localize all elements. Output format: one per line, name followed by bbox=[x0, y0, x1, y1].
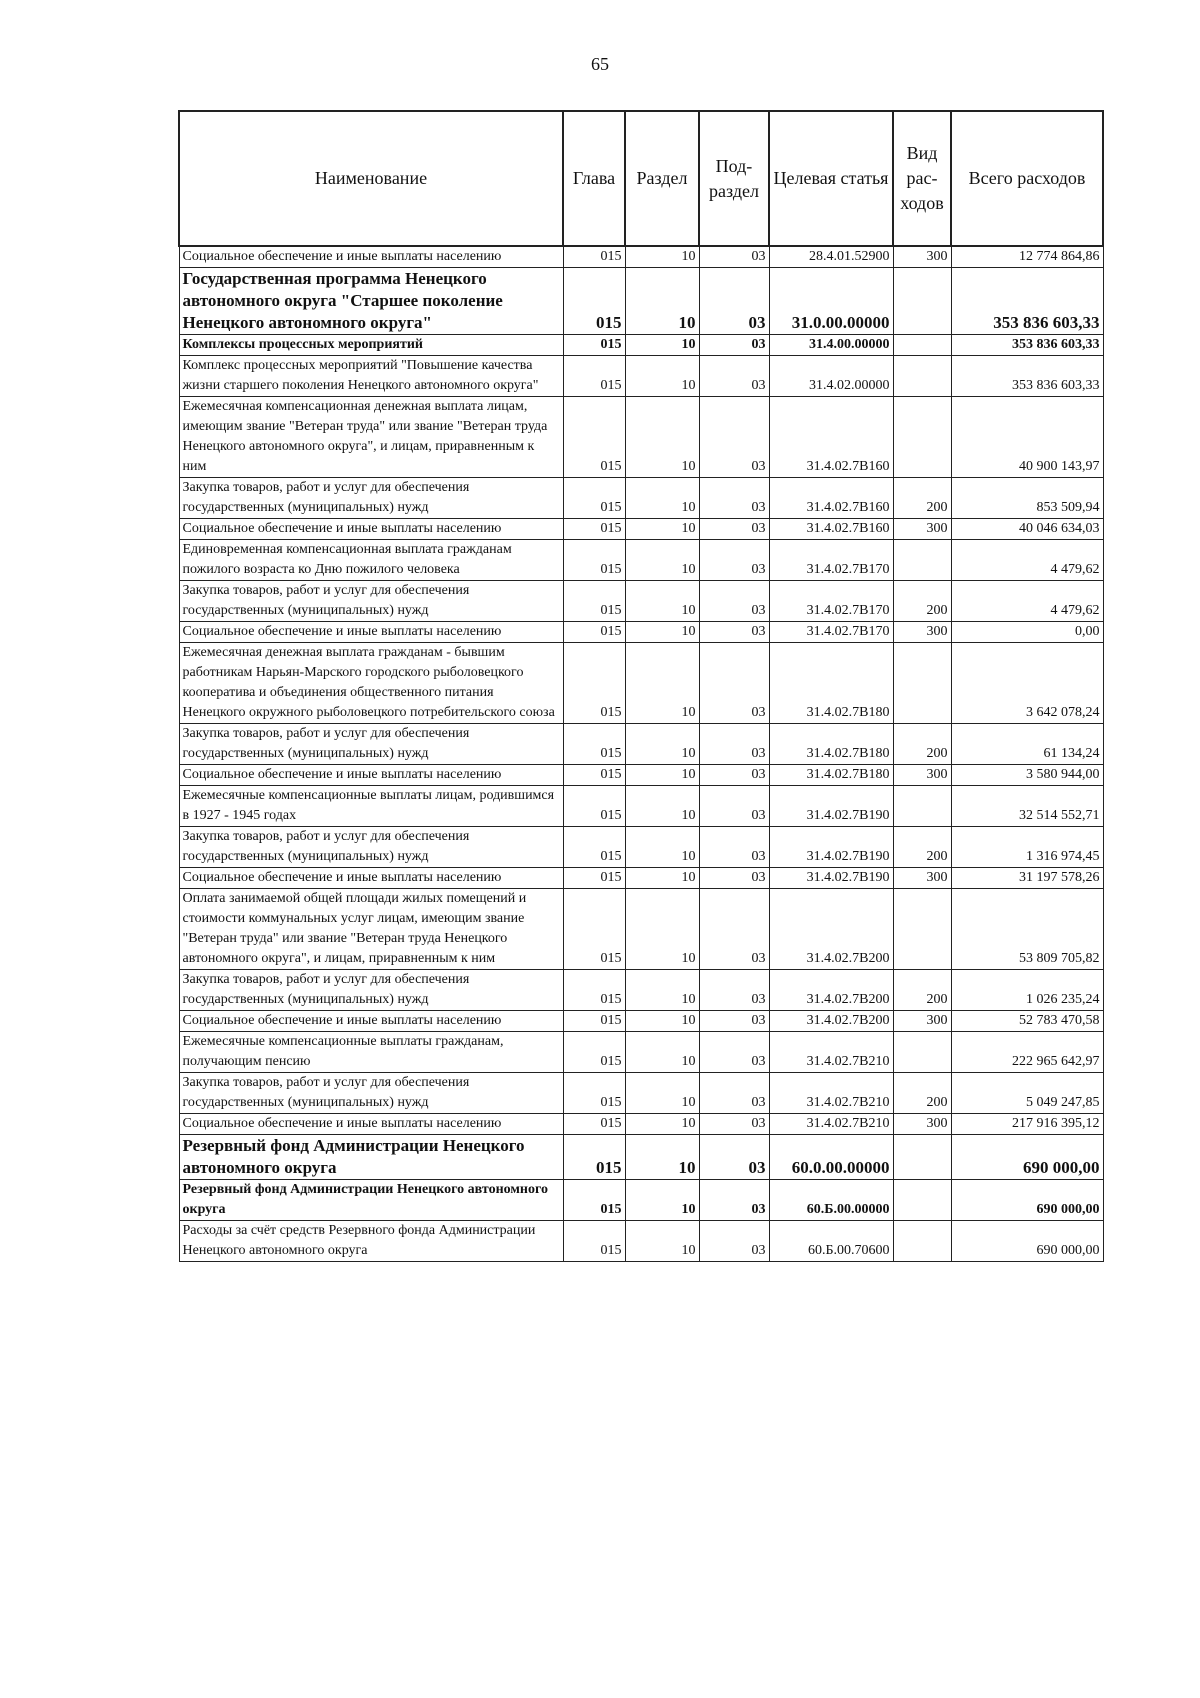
header-vid-rashodov: Вид рас-ходов bbox=[893, 111, 951, 246]
row-celevaya-statya: 31.4.02.7В180 bbox=[769, 765, 893, 786]
table-body bbox=[179, 246, 1103, 1262]
row-vid-rashodov: 200 bbox=[893, 827, 951, 868]
row-total: 12 774 864,86 bbox=[951, 246, 1103, 268]
row-total: 690 000,00 bbox=[951, 1180, 1103, 1221]
row-total: 1 316 974,45 bbox=[951, 827, 1103, 868]
row-celevaya-statya: 31.4.02.7В170 bbox=[769, 622, 893, 643]
row-razdel: 10 bbox=[625, 397, 699, 478]
row-vid-rashodov: 300 bbox=[893, 1011, 951, 1032]
row-vid-rashodov: 200 bbox=[893, 1073, 951, 1114]
row-name: Закупка товаров, работ и услуг для обеспечения государственных (муниципальных) нужд bbox=[179, 970, 563, 1011]
row-name: Социальное обеспечение и иные выплаты населению bbox=[179, 519, 563, 540]
row-razdel: 10 bbox=[625, 478, 699, 519]
row-name: Ежемесячные компенсационные выплаты лицам, родившимся в 1927 - 1945 годах bbox=[179, 786, 563, 827]
row-name: Закупка товаров, работ и услуг для обеспечения государственных (муниципальных) нужд bbox=[179, 827, 563, 868]
row-name: Оплата занимаемой общей площади жилых помещений и стоимости коммунальных услуг лицам, имеющим звание "Ветеран труда" или звание "Ветеран труда Ненецкого автономного округа", и лицам, приравненным к ним bbox=[179, 889, 563, 970]
row-celevaya-statya: 31.4.02.7В160 bbox=[769, 519, 893, 540]
row-podrazdel: 03 bbox=[699, 643, 769, 724]
row-name: Социальное обеспечение и иные выплаты населению bbox=[179, 246, 563, 268]
row-name: Социальное обеспечение и иные выплаты населению bbox=[179, 765, 563, 786]
row-total: 853 509,94 bbox=[951, 478, 1103, 519]
row-total: 222 965 642,97 bbox=[951, 1032, 1103, 1073]
row-podrazdel: 03 bbox=[699, 1114, 769, 1135]
row-vid-rashodov: 300 bbox=[893, 868, 951, 889]
row-name: Комплекс процессных мероприятий "Повышение качества жизни старшего поколения Ненецкого автономного округа" bbox=[179, 356, 563, 397]
table-row bbox=[179, 397, 1103, 478]
row-vid-rashodov bbox=[893, 1221, 951, 1262]
row-name: Резервный фонд Администрации Ненецкого автономного округа bbox=[179, 1135, 563, 1180]
row-celevaya-statya: 31.4.02.7В180 bbox=[769, 724, 893, 765]
row-glava: 015 bbox=[563, 765, 625, 786]
row-glava: 015 bbox=[563, 397, 625, 478]
row-glava: 015 bbox=[563, 827, 625, 868]
row-glava: 015 bbox=[563, 1114, 625, 1135]
row-name: Комплексы процессных мероприятий bbox=[179, 335, 563, 356]
table-row bbox=[179, 643, 1103, 724]
row-glava: 015 bbox=[563, 724, 625, 765]
row-celevaya-statya: 31.4.02.7В160 bbox=[769, 478, 893, 519]
row-vid-rashodov bbox=[893, 889, 951, 970]
row-podrazdel: 03 bbox=[699, 724, 769, 765]
row-total: 1 026 235,24 bbox=[951, 970, 1103, 1011]
row-vid-rashodov: 300 bbox=[893, 1114, 951, 1135]
row-total: 690 000,00 bbox=[951, 1135, 1103, 1180]
row-razdel: 10 bbox=[625, 1011, 699, 1032]
row-celevaya-statya: 31.4.02.7В200 bbox=[769, 889, 893, 970]
row-name: Закупка товаров, работ и услуг для обеспечения государственных (муниципальных) нужд bbox=[179, 1073, 563, 1114]
row-total: 690 000,00 bbox=[951, 1221, 1103, 1262]
table-row bbox=[179, 765, 1103, 786]
row-vid-rashodov bbox=[893, 786, 951, 827]
row-razdel: 10 bbox=[625, 356, 699, 397]
row-celevaya-statya: 31.4.02.7В160 bbox=[769, 397, 893, 478]
row-celevaya-statya: 60.0.00.00000 bbox=[769, 1135, 893, 1180]
row-celevaya-statya: 31.4.02.7В190 bbox=[769, 868, 893, 889]
row-glava: 015 bbox=[563, 889, 625, 970]
row-podrazdel: 03 bbox=[699, 868, 769, 889]
row-podrazdel: 03 bbox=[699, 1221, 769, 1262]
row-vid-rashodov bbox=[893, 1180, 951, 1221]
row-podrazdel: 03 bbox=[699, 765, 769, 786]
header-glava: Глава bbox=[563, 111, 625, 246]
row-celevaya-statya: 31.4.02.7В190 bbox=[769, 786, 893, 827]
row-name: Закупка товаров, работ и услуг для обеспечения государственных (муниципальных) нужд bbox=[179, 581, 563, 622]
row-razdel: 10 bbox=[625, 246, 699, 268]
row-glava: 015 bbox=[563, 786, 625, 827]
table-row bbox=[179, 1032, 1103, 1073]
row-name: Социальное обеспечение и иные выплаты населению bbox=[179, 622, 563, 643]
row-total: 40 046 634,03 bbox=[951, 519, 1103, 540]
header-razdel: Раздел bbox=[625, 111, 699, 246]
row-total: 5 049 247,85 bbox=[951, 1073, 1103, 1114]
row-vid-rashodov bbox=[893, 335, 951, 356]
row-glava: 015 bbox=[563, 335, 625, 356]
row-vid-rashodov: 200 bbox=[893, 724, 951, 765]
row-vid-rashodov: 200 bbox=[893, 970, 951, 1011]
row-razdel: 10 bbox=[625, 1032, 699, 1073]
header-name: Наименование bbox=[179, 111, 563, 246]
table-row bbox=[179, 622, 1103, 643]
row-vid-rashodov: 200 bbox=[893, 581, 951, 622]
row-total: 353 836 603,33 bbox=[951, 268, 1103, 335]
row-name: Закупка товаров, работ и услуг для обеспечения государственных (муниципальных) нужд bbox=[179, 724, 563, 765]
budget-table bbox=[178, 110, 1104, 1262]
row-vid-rashodov: 300 bbox=[893, 519, 951, 540]
row-glava: 015 bbox=[563, 1073, 625, 1114]
table-row bbox=[179, 1114, 1103, 1135]
row-razdel: 10 bbox=[625, 724, 699, 765]
table-row bbox=[179, 268, 1103, 335]
row-total: 3 580 944,00 bbox=[951, 765, 1103, 786]
row-razdel: 10 bbox=[625, 786, 699, 827]
row-podrazdel: 03 bbox=[699, 335, 769, 356]
row-glava: 015 bbox=[563, 246, 625, 268]
row-razdel: 10 bbox=[625, 1221, 699, 1262]
row-razdel: 10 bbox=[625, 622, 699, 643]
table-row bbox=[179, 246, 1103, 268]
row-total: 217 916 395,12 bbox=[951, 1114, 1103, 1135]
row-total: 353 836 603,33 bbox=[951, 335, 1103, 356]
row-podrazdel: 03 bbox=[699, 786, 769, 827]
row-vid-rashodov: 200 bbox=[893, 478, 951, 519]
table-row bbox=[179, 581, 1103, 622]
row-glava: 015 bbox=[563, 622, 625, 643]
row-podrazdel: 03 bbox=[699, 478, 769, 519]
table-row bbox=[179, 724, 1103, 765]
row-total: 31 197 578,26 bbox=[951, 868, 1103, 889]
row-podrazdel: 03 bbox=[699, 397, 769, 478]
row-glava: 015 bbox=[563, 643, 625, 724]
table-header-row bbox=[179, 111, 1103, 246]
header-total: Всего расходов bbox=[951, 111, 1103, 246]
row-total: 3 642 078,24 bbox=[951, 643, 1103, 724]
row-name: Государственная программа Ненецкого автономного округа "Старшее поколение Ненецкого автономного округа" bbox=[179, 268, 563, 335]
page-number: 65 bbox=[591, 54, 609, 74]
row-total: 4 479,62 bbox=[951, 581, 1103, 622]
table-row bbox=[179, 1135, 1103, 1180]
table-row bbox=[179, 970, 1103, 1011]
row-total: 61 134,24 bbox=[951, 724, 1103, 765]
row-celevaya-statya: 31.4.02.7В200 bbox=[769, 970, 893, 1011]
row-razdel: 10 bbox=[625, 1114, 699, 1135]
table-row bbox=[179, 1180, 1103, 1221]
row-razdel: 10 bbox=[625, 889, 699, 970]
row-vid-rashodov bbox=[893, 268, 951, 335]
row-razdel: 10 bbox=[625, 540, 699, 581]
row-celevaya-statya: 31.4.02.00000 bbox=[769, 356, 893, 397]
row-celevaya-statya: 60.Б.00.00000 bbox=[769, 1180, 893, 1221]
row-razdel: 10 bbox=[625, 519, 699, 540]
row-glava: 015 bbox=[563, 268, 625, 335]
row-razdel: 10 bbox=[625, 1135, 699, 1180]
row-razdel: 10 bbox=[625, 335, 699, 356]
row-podrazdel: 03 bbox=[699, 889, 769, 970]
row-celevaya-statya: 31.0.00.00000 bbox=[769, 268, 893, 335]
row-celevaya-statya: 31.4.02.7В170 bbox=[769, 540, 893, 581]
row-glava: 015 bbox=[563, 1135, 625, 1180]
row-vid-rashodov bbox=[893, 1032, 951, 1073]
row-celevaya-statya: 31.4.02.7В170 bbox=[769, 581, 893, 622]
row-vid-rashodov bbox=[893, 1135, 951, 1180]
row-glava: 015 bbox=[563, 1180, 625, 1221]
row-vid-rashodov bbox=[893, 356, 951, 397]
row-glava: 015 bbox=[563, 581, 625, 622]
row-vid-rashodov bbox=[893, 397, 951, 478]
row-razdel: 10 bbox=[625, 268, 699, 335]
row-podrazdel: 03 bbox=[699, 1073, 769, 1114]
row-total: 32 514 552,71 bbox=[951, 786, 1103, 827]
table-row bbox=[179, 1221, 1103, 1262]
table-row bbox=[179, 519, 1103, 540]
table-row bbox=[179, 868, 1103, 889]
table-row bbox=[179, 1011, 1103, 1032]
row-podrazdel: 03 bbox=[699, 581, 769, 622]
row-podrazdel: 03 bbox=[699, 970, 769, 1011]
row-name: Ежемесячная денежная выплата гражданам - бывшим работникам Нарьян-Марского городского рыболовецкого кооператива и объединения общественного питания Ненецкого окружного рыболовецкого потребительского союза bbox=[179, 643, 563, 724]
row-total: 0,00 bbox=[951, 622, 1103, 643]
table-row bbox=[179, 478, 1103, 519]
row-vid-rashodov: 300 bbox=[893, 622, 951, 643]
row-celevaya-statya: 31.4.02.7В210 bbox=[769, 1032, 893, 1073]
row-podrazdel: 03 bbox=[699, 1032, 769, 1073]
row-razdel: 10 bbox=[625, 1073, 699, 1114]
row-celevaya-statya: 28.4.01.52900 bbox=[769, 246, 893, 268]
row-razdel: 10 bbox=[625, 1180, 699, 1221]
row-razdel: 10 bbox=[625, 827, 699, 868]
row-total: 53 809 705,82 bbox=[951, 889, 1103, 970]
row-razdel: 10 bbox=[625, 868, 699, 889]
row-total: 40 900 143,97 bbox=[951, 397, 1103, 478]
table-row bbox=[179, 540, 1103, 581]
row-podrazdel: 03 bbox=[699, 622, 769, 643]
row-podrazdel: 03 bbox=[699, 540, 769, 581]
row-celevaya-statya: 31.4.02.7В210 bbox=[769, 1114, 893, 1135]
row-total: 4 479,62 bbox=[951, 540, 1103, 581]
row-celevaya-statya: 60.Б.00.70600 bbox=[769, 1221, 893, 1262]
row-podrazdel: 03 bbox=[699, 519, 769, 540]
table-row bbox=[179, 1073, 1103, 1114]
row-celevaya-statya: 31.4.02.7В200 bbox=[769, 1011, 893, 1032]
row-razdel: 10 bbox=[625, 765, 699, 786]
row-name: Социальное обеспечение и иные выплаты населению bbox=[179, 1011, 563, 1032]
row-vid-rashodov: 300 bbox=[893, 246, 951, 268]
row-podrazdel: 03 bbox=[699, 268, 769, 335]
row-vid-rashodov: 300 bbox=[893, 765, 951, 786]
row-total: 52 783 470,58 bbox=[951, 1011, 1103, 1032]
table-row bbox=[179, 827, 1103, 868]
row-glava: 015 bbox=[563, 1011, 625, 1032]
row-name: Социальное обеспечение и иные выплаты населению bbox=[179, 1114, 563, 1135]
row-vid-rashodov bbox=[893, 540, 951, 581]
row-name: Ежемесячная компенсационная денежная выплата лицам, имеющим звание "Ветеран труда" или звание "Ветеран труда Ненецкого автономного округа", и лицам, приравненным к ним bbox=[179, 397, 563, 478]
row-podrazdel: 03 bbox=[699, 356, 769, 397]
row-name: Резервный фонд Администрации Ненецкого автономного округа bbox=[179, 1180, 563, 1221]
row-razdel: 10 bbox=[625, 643, 699, 724]
row-glava: 015 bbox=[563, 478, 625, 519]
row-name: Единовременная компенсационная выплата гражданам пожилого возраста ко Дню пожилого человека bbox=[179, 540, 563, 581]
row-glava: 015 bbox=[563, 1221, 625, 1262]
row-podrazdel: 03 bbox=[699, 246, 769, 268]
row-name: Социальное обеспечение и иные выплаты населению bbox=[179, 868, 563, 889]
row-celevaya-statya: 31.4.02.7В210 bbox=[769, 1073, 893, 1114]
header-celevaya-statya: Целевая статья bbox=[769, 111, 893, 246]
row-razdel: 10 bbox=[625, 970, 699, 1011]
row-glava: 015 bbox=[563, 356, 625, 397]
row-total: 353 836 603,33 bbox=[951, 356, 1103, 397]
row-celevaya-statya: 31.4.02.7В190 bbox=[769, 827, 893, 868]
table-row bbox=[179, 356, 1103, 397]
row-podrazdel: 03 bbox=[699, 827, 769, 868]
row-glava: 015 bbox=[563, 868, 625, 889]
table-row bbox=[179, 335, 1103, 356]
row-podrazdel: 03 bbox=[699, 1135, 769, 1180]
row-celevaya-statya: 31.4.02.7В180 bbox=[769, 643, 893, 724]
row-glava: 015 bbox=[563, 519, 625, 540]
row-glava: 015 bbox=[563, 1032, 625, 1073]
row-podrazdel: 03 bbox=[699, 1011, 769, 1032]
row-glava: 015 bbox=[563, 540, 625, 581]
row-name: Расходы за счёт средств Резервного фонда Администрации Ненецкого автономного округа bbox=[179, 1221, 563, 1262]
header-podrazdel: Под-раздел bbox=[699, 111, 769, 246]
table-row bbox=[179, 889, 1103, 970]
row-name: Закупка товаров, работ и услуг для обеспечения государственных (муниципальных) нужд bbox=[179, 478, 563, 519]
row-name: Ежемесячные компенсационные выплаты гражданам, получающим пенсию bbox=[179, 1032, 563, 1073]
row-glava: 015 bbox=[563, 970, 625, 1011]
row-vid-rashodov bbox=[893, 643, 951, 724]
row-razdel: 10 bbox=[625, 581, 699, 622]
row-podrazdel: 03 bbox=[699, 1180, 769, 1221]
table-row bbox=[179, 786, 1103, 827]
row-celevaya-statya: 31.4.00.00000 bbox=[769, 335, 893, 356]
